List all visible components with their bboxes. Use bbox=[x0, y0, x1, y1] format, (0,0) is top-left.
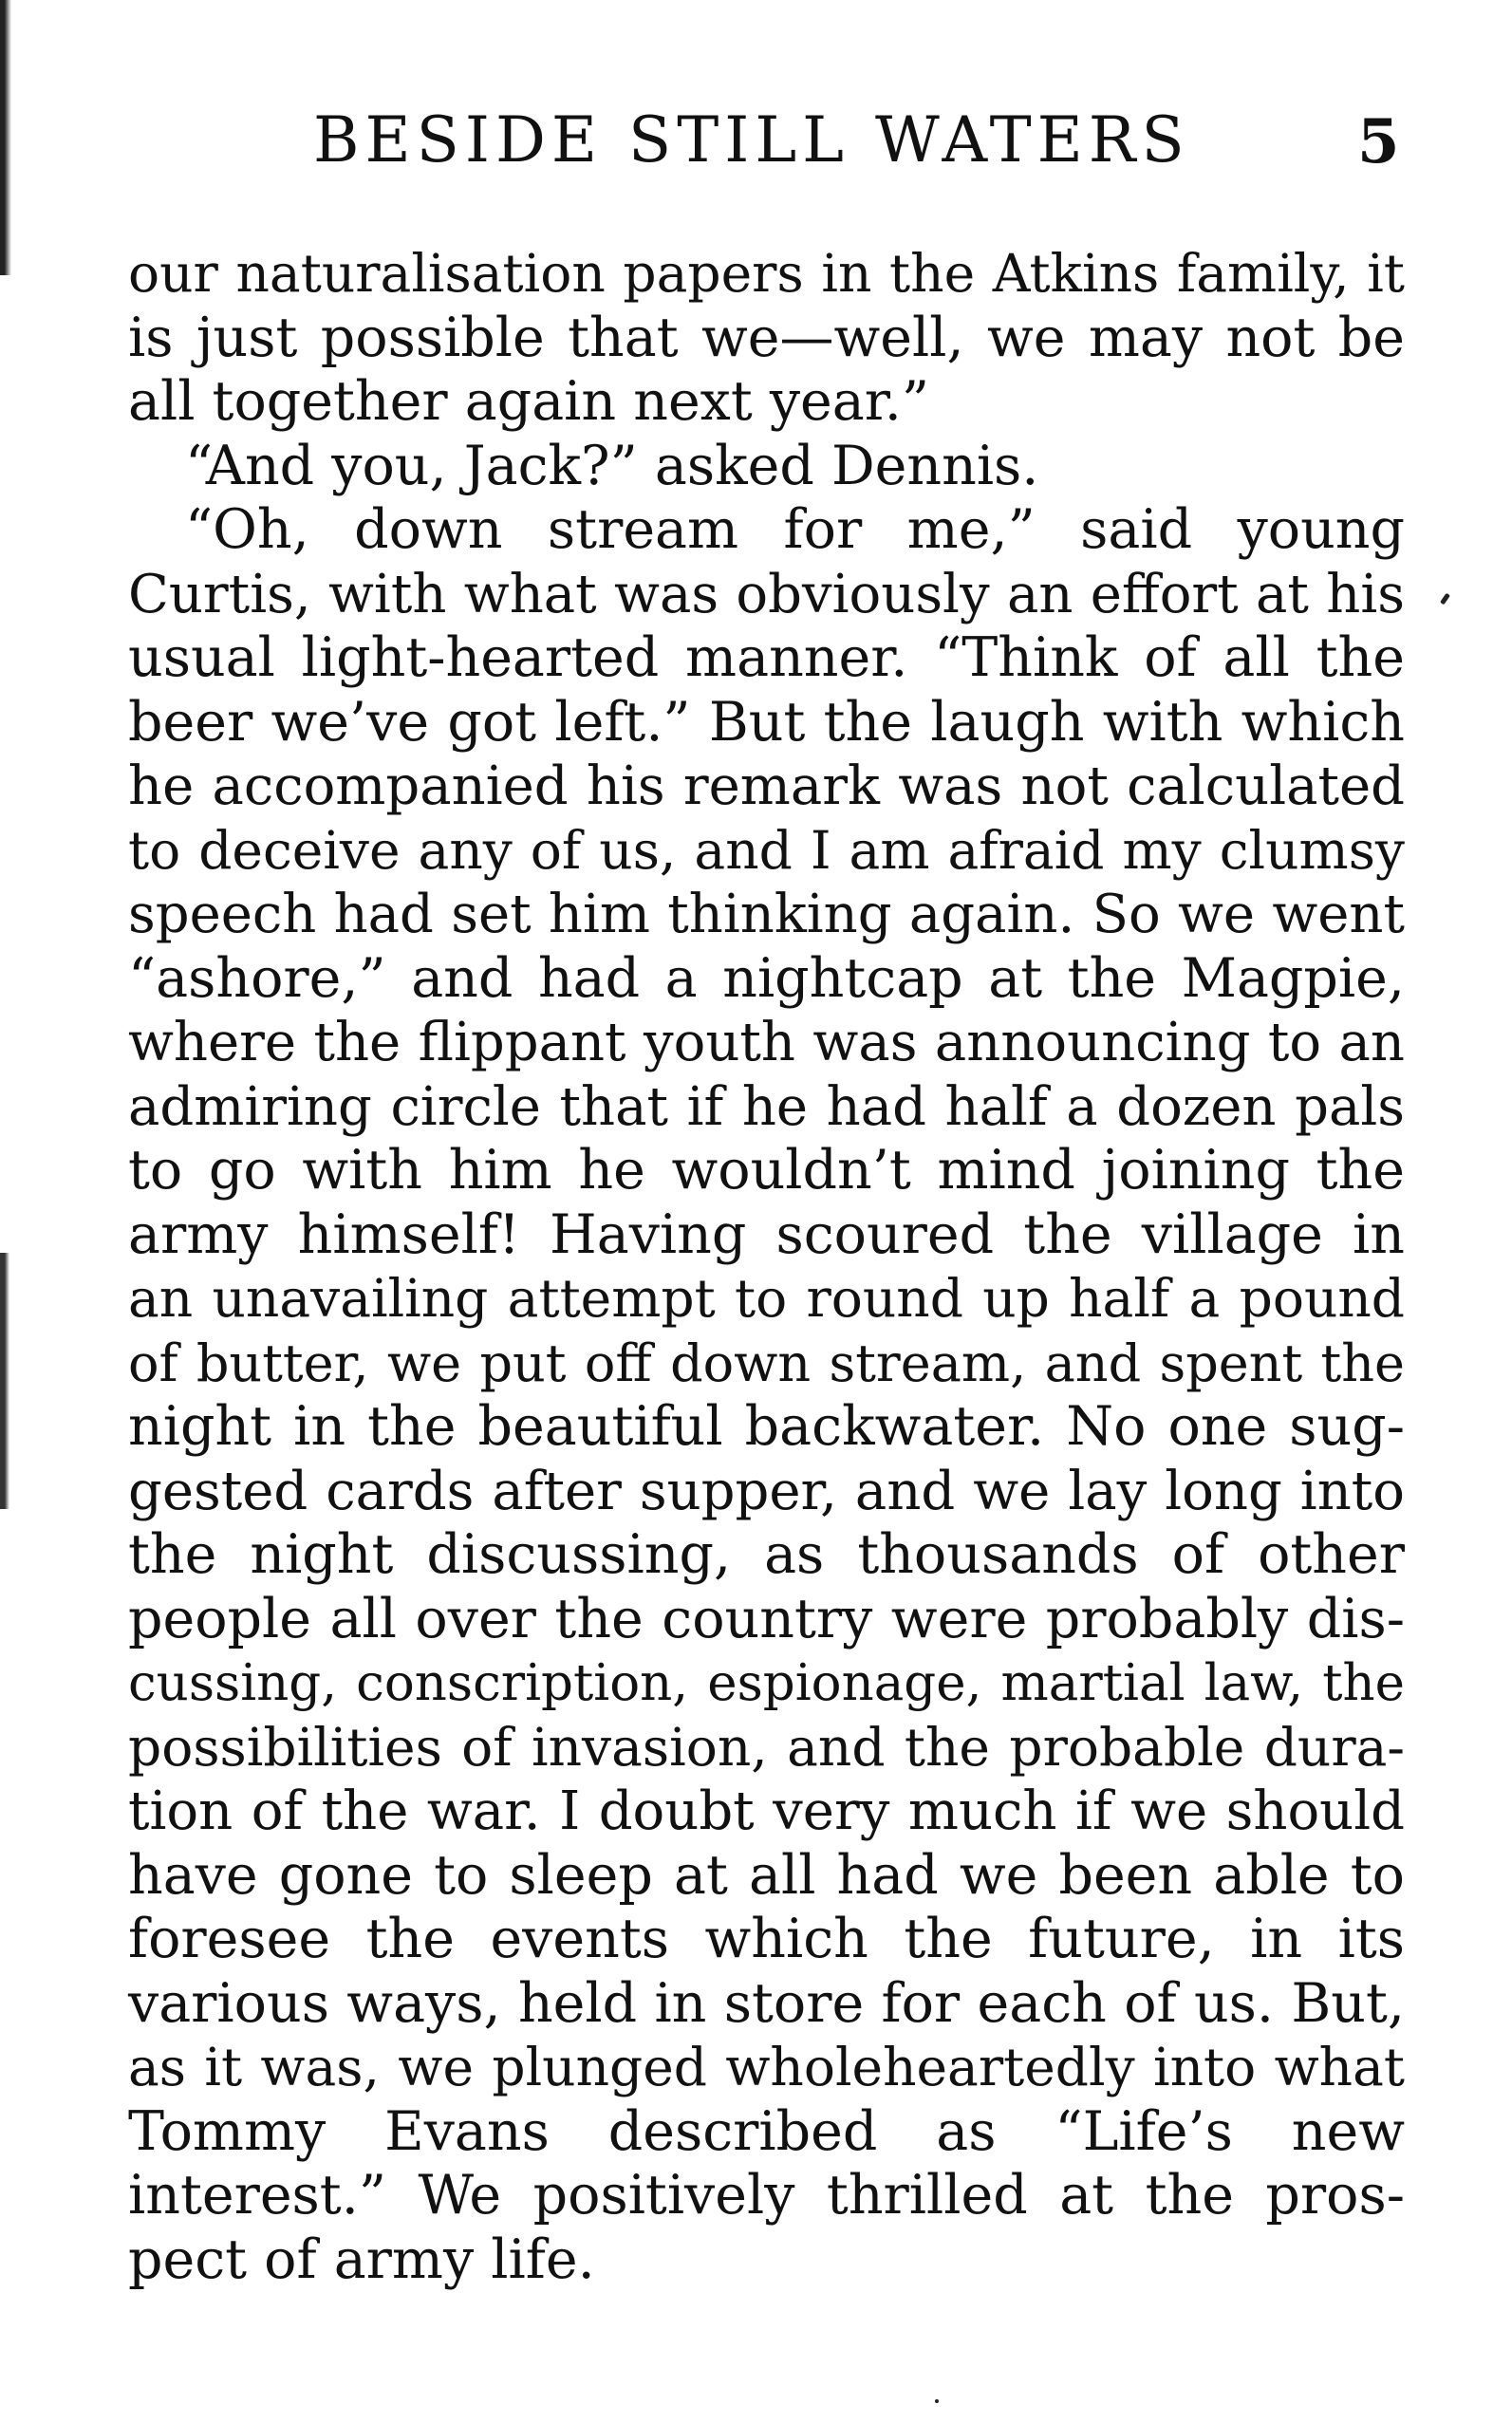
text-line: “And you, Jack?” asked Dennis. bbox=[185, 434, 1039, 497]
text-line: usual light-hearted manner. “Think of all the bbox=[128, 626, 1405, 689]
text-line: Tommy Evans described as “Life’s new bbox=[128, 2099, 1405, 2163]
text-line: pect of army life. bbox=[128, 2227, 595, 2291]
scan-speck bbox=[935, 2399, 939, 2403]
text-line: is just possible that we—well, we may not be bbox=[128, 306, 1405, 369]
text-line: army himself! Having scoured the village in bbox=[128, 1202, 1405, 1266]
text-line: to deceive any of us, and I am afraid my clumsy bbox=[128, 819, 1405, 881]
text-line: tion of the war. I doubt very much if we should bbox=[128, 1780, 1405, 1842]
text-line: of butter, we put off down stream, and spent the bbox=[128, 1333, 1405, 1393]
text-line: as it was, we plunged wholeheartedly into what bbox=[128, 2037, 1405, 2097]
text-line: he accompanied his remark was not calculated bbox=[128, 755, 1405, 817]
text-line: various ways, held in store for each of us. But, bbox=[128, 1971, 1405, 2035]
text-line: our naturalisation papers in the Atkins family, it bbox=[128, 243, 1405, 304]
text-line: people all over the country were probably dis- bbox=[128, 1587, 1405, 1650]
text-line: admiring circle that if he had half a dozen pals bbox=[128, 1075, 1405, 1138]
text-line: “Oh, down stream for me,” said young bbox=[185, 498, 1405, 561]
running-title: BESIDE STILL WATERS bbox=[313, 103, 1190, 177]
scan-speck bbox=[1440, 593, 1450, 606]
scan-edge-mark-top bbox=[0, 0, 11, 275]
text-line: Curtis, with what was obviously an effort at his bbox=[128, 563, 1405, 625]
text-line: gested cards after supper, and we lay long into bbox=[128, 1460, 1405, 1522]
text-line: where the flippant youth was announcing to an bbox=[128, 1012, 1405, 1073]
text-line: night in the beautiful backwater. No one sug- bbox=[128, 1395, 1405, 1458]
text-line: to go with him he wouldn’t mind joining the bbox=[128, 1139, 1405, 1202]
text-line: all together again next year.” bbox=[128, 370, 930, 433]
body-text bbox=[128, 242, 1405, 2292]
text-line: foresee the events which the future, in its bbox=[128, 1908, 1405, 1970]
text-line: interest.” We positively thrilled at the pros- bbox=[128, 2164, 1405, 2227]
page-number: 5 bbox=[1357, 106, 1400, 177]
text-line: the night discussing, as thousands of other bbox=[128, 1523, 1405, 1586]
text-line: speech had set him thinking again. So we went bbox=[128, 884, 1405, 945]
text-line: cussing, conscription, espionage, martial law, the bbox=[128, 1654, 1405, 1712]
scan-edge-mark-middle bbox=[0, 1253, 9, 1509]
text-line: beer we’ve got left.” But the laugh with which bbox=[128, 690, 1405, 754]
text-line: an unavailing attempt to round up half a pound bbox=[128, 1268, 1405, 1329]
text-line: have gone to sleep at all had we been able to bbox=[128, 1843, 1405, 1907]
text-line: possibilities of invasion, and the probable dura- bbox=[128, 1716, 1405, 1778]
text-line: “ashore,” and had a nightcap at the Magpie, bbox=[128, 946, 1405, 1010]
